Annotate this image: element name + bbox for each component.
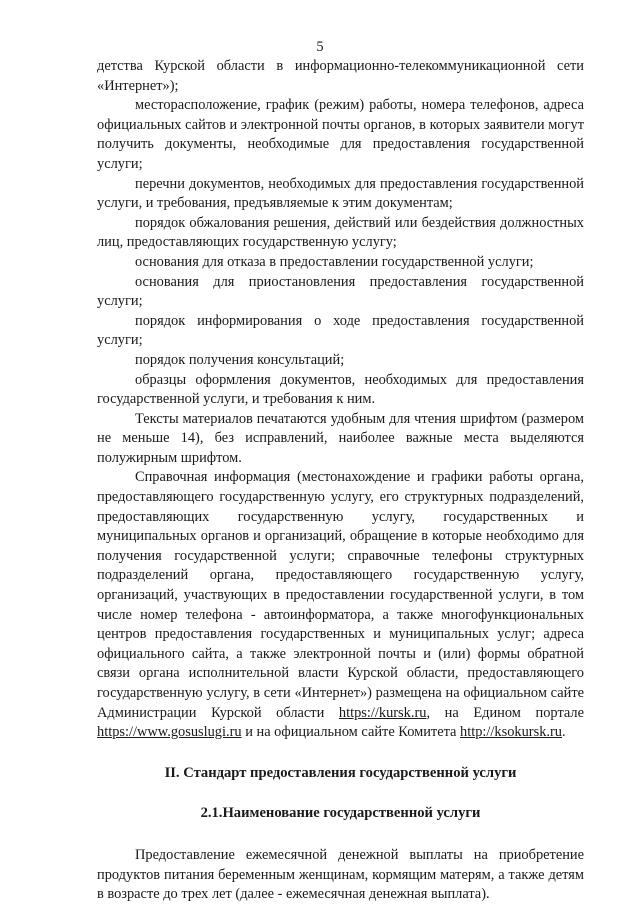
kursk-link[interactable]: https://kursk.ru (338, 704, 427, 721)
paragraph: образцы оформления документов, необходимых для предоставления государственной услуги, и требования к ним. (97, 371, 584, 408)
reference-text: и на официальном сайте Комитета (241, 724, 461, 741)
gosuslugi-link[interactable]: https://www.gosuslugi.ru (97, 724, 242, 741)
paragraph: Тексты материалов печатаются удобным для чтения шрифтом (размером не меньше 14), без исправлений, наиболее важные места выделяются полужирным шрифтом. (97, 410, 584, 466)
reference-text: Справочная информация (местонахождение и графики работы органа, предоставляющего государственную услугу, его структурных подразделений, предоставляющих государственную услугу, государственных и муниципальных органов и организаций, обращение в которые необходимо для получения государственной услуги; справочные телефоны структурных подразделений органа, предоставляющего государственную услугу, организаций, участвующих в предоставлении государственной услуги, в том числе номер телефона - автоинформатора, а также многофункциональных центров предоставления государственных и муниципальных услуг; адреса официального сайта, а также электронной почты и (или) формы обратной связи органа исполнительной власти Курской области, предоставляющего государственную услугу, в сети «Интернет») размещена на официальном сайте Администрации Курской области (97, 469, 584, 721)
paragraph: основания для отказа в предоставлении государственной услуги; (135, 253, 534, 270)
document-body (97, 57, 584, 905)
paragraph: перечни документов, необходимых для предоставления государственной услуги, и требования, предъявляемые к этим документам; (97, 175, 584, 212)
paragraph: порядок информирования о ходе предоставления государственной услуги; (97, 312, 584, 349)
ksokursk-link[interactable]: http://ksokursk.ru (460, 724, 562, 741)
section-heading: II. Стандарт предоставления государственной услуги (164, 764, 517, 781)
paragraph: порядок обжалования решения, действий или бездействия должностных лиц, предоставляющих государственную услугу; (97, 214, 584, 251)
reference-text: . (561, 724, 566, 741)
paragraph: месторасположение, график (режим) работы, номера телефонов, адреса официальных сайтов и электронной почты органов, в которых заявители могут получить документы, необходимые для предоставления государственной услуги; (97, 97, 584, 172)
page-number: 5 (316, 39, 324, 55)
paragraph: порядок получения консультаций; (135, 351, 345, 368)
reference-info-paragraph (97, 468, 584, 742)
reference-text: , на Едином портале (426, 704, 584, 721)
paragraph: Предоставление ежемесячной денежной выплаты на приобретение продуктов питания беременным женщинам, кормящим матерям, а также детям в возрасте до трех лет (далее - ежемесячная денежная выплата). (97, 846, 584, 903)
subsection-heading: 2.1.Наименование государственной услуги (200, 805, 481, 822)
paragraph: основания для приостановления предоставления государственной услуги; (97, 273, 584, 310)
paragraph: детства Курской области в информационно-телекоммуникационной сети «Интернет»); (97, 58, 584, 94)
